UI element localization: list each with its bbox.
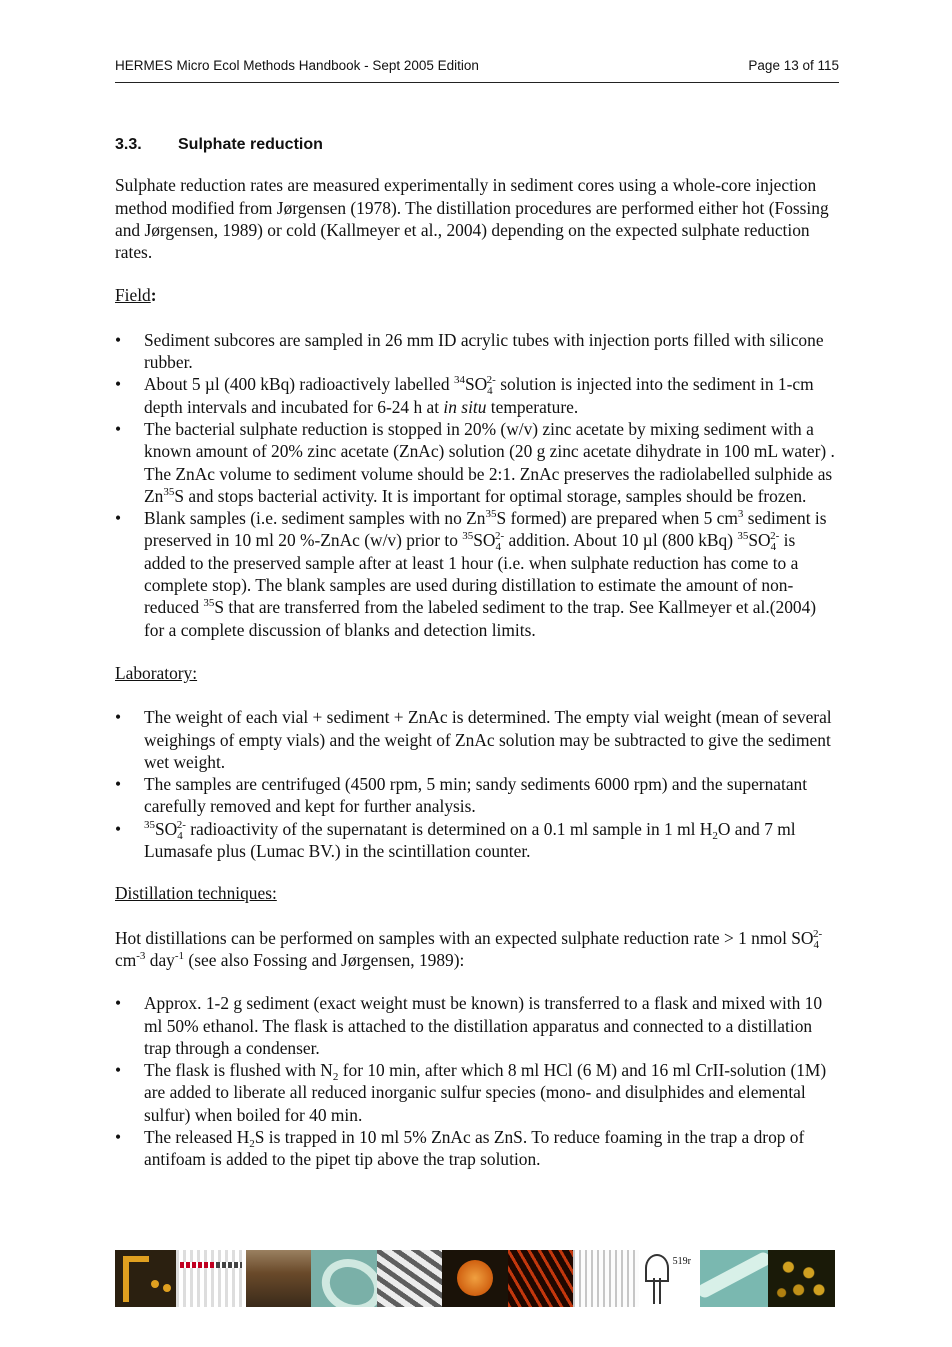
- header-divider: [115, 82, 839, 83]
- bullet-icon: •: [115, 818, 122, 839]
- bullet-icon: •: [115, 418, 122, 439]
- fish-microscopy-image: [700, 1250, 767, 1307]
- filament-microscopy-image: [311, 1250, 376, 1307]
- footer-image-banner: [115, 1250, 835, 1307]
- list-item: • About 5 µl (400 kBq) radioactively labelled $^{34}SO_4^{2-}$ solution is injected into the sediment in 1-cm depth intervals and incubated for 6-24 h at in situ temperature.: [115, 374, 814, 417]
- page-body: [115, 134, 839, 1192]
- list-item: • The samples are centrifuged (4500 rpm, 5 min; sandy sediments 6000 rpm) and the supernatant carefully removed and kept for further analysis.: [115, 774, 808, 817]
- list-item: • The weight of each vial + sediment + ZnAc is determined. The empty vial weight (mean of several weighings of empty vials) and the weight of ZnAc solution may be subtracted to give the sediment wet weight.: [115, 707, 832, 772]
- bacteria-sem-image: [377, 1250, 442, 1307]
- bullet-icon: •: [115, 329, 122, 350]
- laboratory-list: [115, 706, 839, 862]
- bullet-icon: •: [115, 1126, 122, 1147]
- list-item: • The released $H_2S$ is trapped in 10 ml 5% ZnAc as ZnS. To reduce foaming in the trap a drop of antifoam is added to the pipet tip above the trap solution.: [115, 1126, 805, 1170]
- distillation-heading: Distillation techniques:: [115, 883, 277, 904]
- gel-diagram-image: [176, 1250, 245, 1307]
- list-item: • The bacterial sulphate reduction is stopped in 20% (w/v) zinc acetate by mixing sediment with a known amount of 20% zinc acetate (ZnAc) solution (20 g zinc acetate dihydrate in 100 mL water) . The ZnAc volume to sediment volume should be 2:1. ZnAc preserves the radiolabelled sulphide as Zn$^{35}$S and stops bacterial activity. It is important for optimal storage, samples should be frozen.: [115, 418, 835, 506]
- microscopy-image: [115, 1250, 176, 1307]
- colony-image: [442, 1250, 507, 1307]
- list-item: • Approx. 1-2 g sediment (exact weight must be known) is transferred to a flask and mixed with 10 ml 50% ethanol. The flask is attached to the distillation apparatus and connected to a distillation trap through a condenser.: [115, 993, 823, 1058]
- section-heading: [115, 134, 839, 156]
- section-title: Sulphate reduction: [178, 136, 323, 153]
- page-number: Page 13 of 115: [748, 58, 839, 73]
- list-item: • $^{35}SO_4^{2-}$ radioactivity of the supernatant is determined on a 0.1 ml sample in 1 ml $H_2O$ and 7 ml Lumasafe plus (Lumac BV.) in the scintillation counter.: [115, 818, 796, 862]
- sediment-core-image: [246, 1250, 311, 1307]
- rna-structure-image: [639, 1250, 700, 1307]
- dgge-gel-image: [573, 1250, 638, 1307]
- cell-cluster-image: [768, 1250, 835, 1307]
- distillation-list: [115, 992, 839, 1170]
- header-title: HERMES Micro Ecol Methods Handbook - Sept 2005 Edition: [115, 58, 479, 73]
- section-number: 3.3.: [115, 136, 142, 153]
- field-heading: Field:: [115, 285, 157, 306]
- list-item: • Blank samples (i.e. sediment samples with no Zn$^{35}$S formed) are prepared when 5 $cm^3$ sediment is preserved in 10 ml 20 %-ZnAc (w/v) prior to $^{35}SO_4^{2-}$ addition. About 10 µl (800 kBq) $^{35}SO_4^{2-}$ is added to the preserved sample after at least 1 hour (i.e. when sulphate reduction has come to a complete stop). The blank samples are used during distillation to estimate the amount of non-reduced $^{35}$S that are transferred from the labeled sediment to the trap. See Kallmeyer et al.(2004) for a complete discussion of blanks and detection limits.: [115, 508, 827, 640]
- list-item: • Sediment subcores are sampled in 26 mm ID acrylic tubes with injection ports filled with silicone rubber.: [115, 329, 824, 373]
- page-header: [115, 56, 839, 82]
- bullet-icon: •: [115, 707, 122, 728]
- bullet-icon: •: [115, 374, 122, 395]
- bullet-icon: •: [115, 993, 122, 1014]
- list-item: • The flask is flushed with $N_2$ for 10 min, after which 8 ml HCl (6 M) and 16 ml CrII-solution (1M) are added to liberate all reduced inorganic sulfur species (mono- and disulphides and elemental sulfur) when boiled for 40 min.: [115, 1060, 827, 1125]
- distillation-intro: Hot distillations can be performed on samples with an expected sulphate reduction rate > 1 nmol $SO_4^{2-}$ $cm^{-3}$ day$^{-1}$ (see also Fossing and Jørgensen, 1989):: [115, 927, 823, 970]
- bullet-icon: •: [115, 774, 122, 795]
- intro-paragraph: Sulphate reduction rates are measured experimentally in sediment cores using a whole-core injection method modified from Jørgensen (1978). The distillation procedures are performed either hot (Fossing and Jørgensen, 1989) or cold (Kallmeyer et al., 2004) depending on the expected sulphate reduction rates.: [115, 175, 829, 263]
- banner-label: 519r: [672, 1256, 691, 1267]
- bullet-icon: •: [115, 508, 122, 529]
- bullet-icon: •: [115, 1060, 122, 1081]
- laboratory-heading: Laboratory:: [115, 662, 198, 683]
- field-list: [115, 329, 839, 641]
- fluorescence-image: [508, 1250, 573, 1307]
